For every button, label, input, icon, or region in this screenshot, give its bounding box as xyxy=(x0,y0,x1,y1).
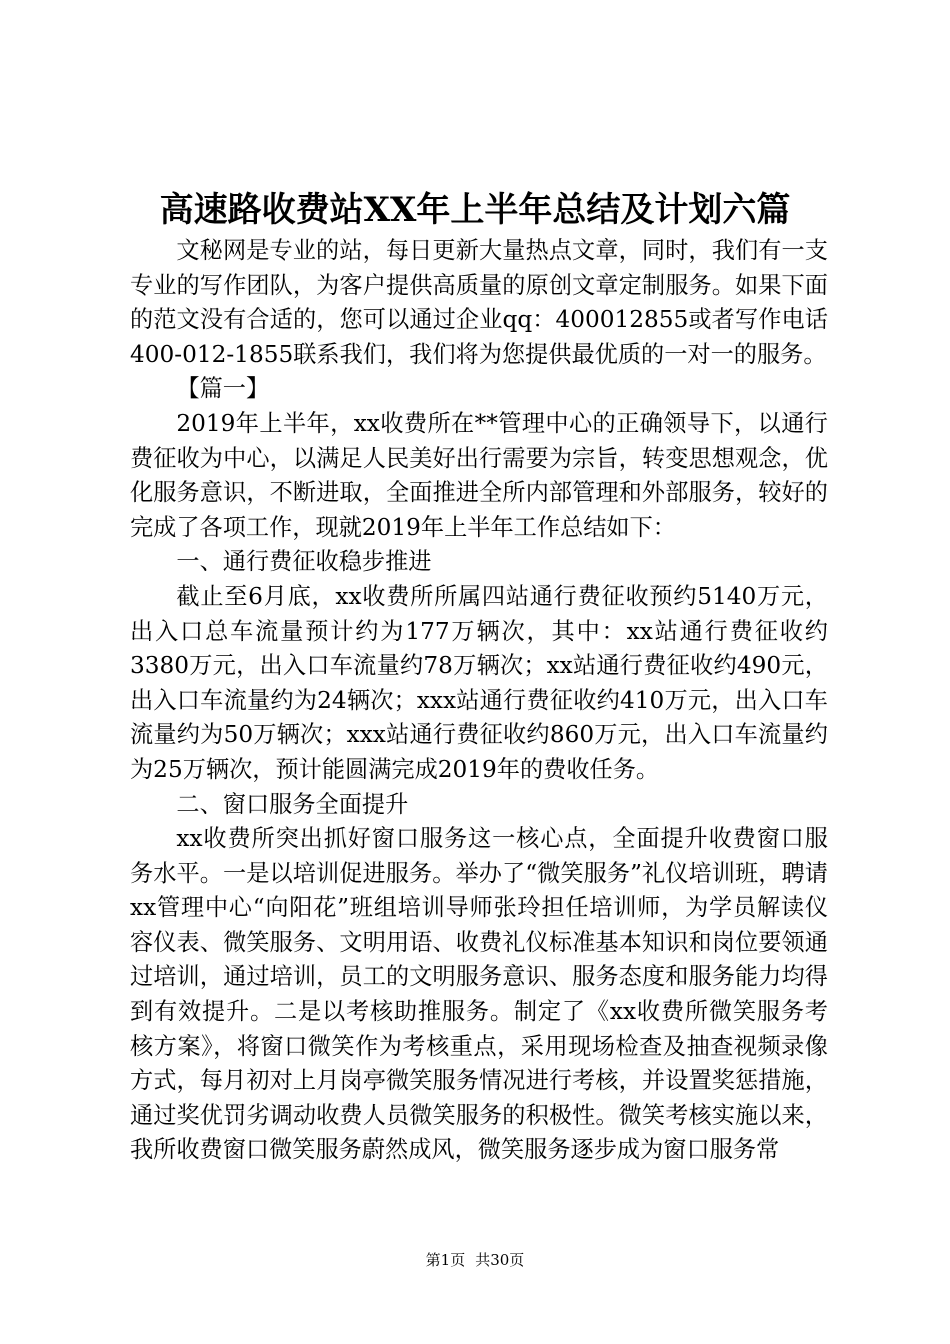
body-paragraph: xx收费所突出抓好窗口服务这一核心点，全面提升收费窗口服务水平。一是以培训促进服务。举办了“微笑服务”礼仪培训班，聘请xx管理中心“向阳花”班组培训导师张玲担任培训师，为学员解读仪容仪表、微笑服务、文明用语、收费礼仪标准基本知识和岗位要领通过培训，通过培训，员工的文明服务意识、服务态度和服务能力均得到有效提升。二是以考核助推服务。制定了《xx收费所微笑服务考核方案》，将窗口微笑作为考核重点，采用现场检查及抽查视频录像方式，每月初对上月岗亭微笑服务情况进行考核，并设置奖惩措施，通过奖优罚劣调动收费人员微笑服务的积极性。微笑考核实施以来，我所收费窗口微笑服务蔚然成风，微笑服务逐步成为窗口服务常 xyxy=(130,825,828,1164)
page-total: 共30页 xyxy=(475,1251,525,1269)
page-number: 第1页 xyxy=(425,1251,466,1269)
body-paragraph: 截止至6月底，xx收费所所属四站通行费征收预约5140万元，出入口总车流量预计约为177万辆次，其中：xx站通行费征收约3380万元，出入口车流量约78万辆次；xx站通行费征收约490元，出入口车流量约为24辆次；xxx站通行费征收约410万元，出入口车流量约为50万辆次；xxx站通行费征收约860万元，出入口车流量约为25万辆次，预计能圆满完成2019年的费收任务。 xyxy=(130,582,828,783)
section-heading: 二、窗口服务全面提升 xyxy=(176,790,409,818)
section-marker: 【篇一】 xyxy=(176,375,270,403)
section-heading: 一、通行费征收稳步推进 xyxy=(176,548,432,576)
page-footer xyxy=(0,1250,950,1270)
body-paragraph: 2019年上半年，xx收费所在**管理中心的正确领导下，以通行费征收为中心，以满足人民美好出行需要为宗旨，转变思想观念，优化服务意识，不断进取，全面推进全所内部管理和外部服务，较好的完成了各项工作，现就2019年上半年工作总结如下： xyxy=(130,409,828,541)
document-title: 高速路收费站XX年上半年总结及计划六篇 xyxy=(159,190,791,230)
intro-paragraph: 文秘网是专业的站，每日更新大量热点文章，同时，我们有一支专业的写作团队，为客户提供高质量的原创文章定制服务。如果下面的范文没有合适的，您可以通过企业qq：400012855或者写作电话400-012-1855联系我们，我们将为您提供最优质的一对一的服务。 xyxy=(130,237,828,368)
document-body xyxy=(130,234,828,1168)
